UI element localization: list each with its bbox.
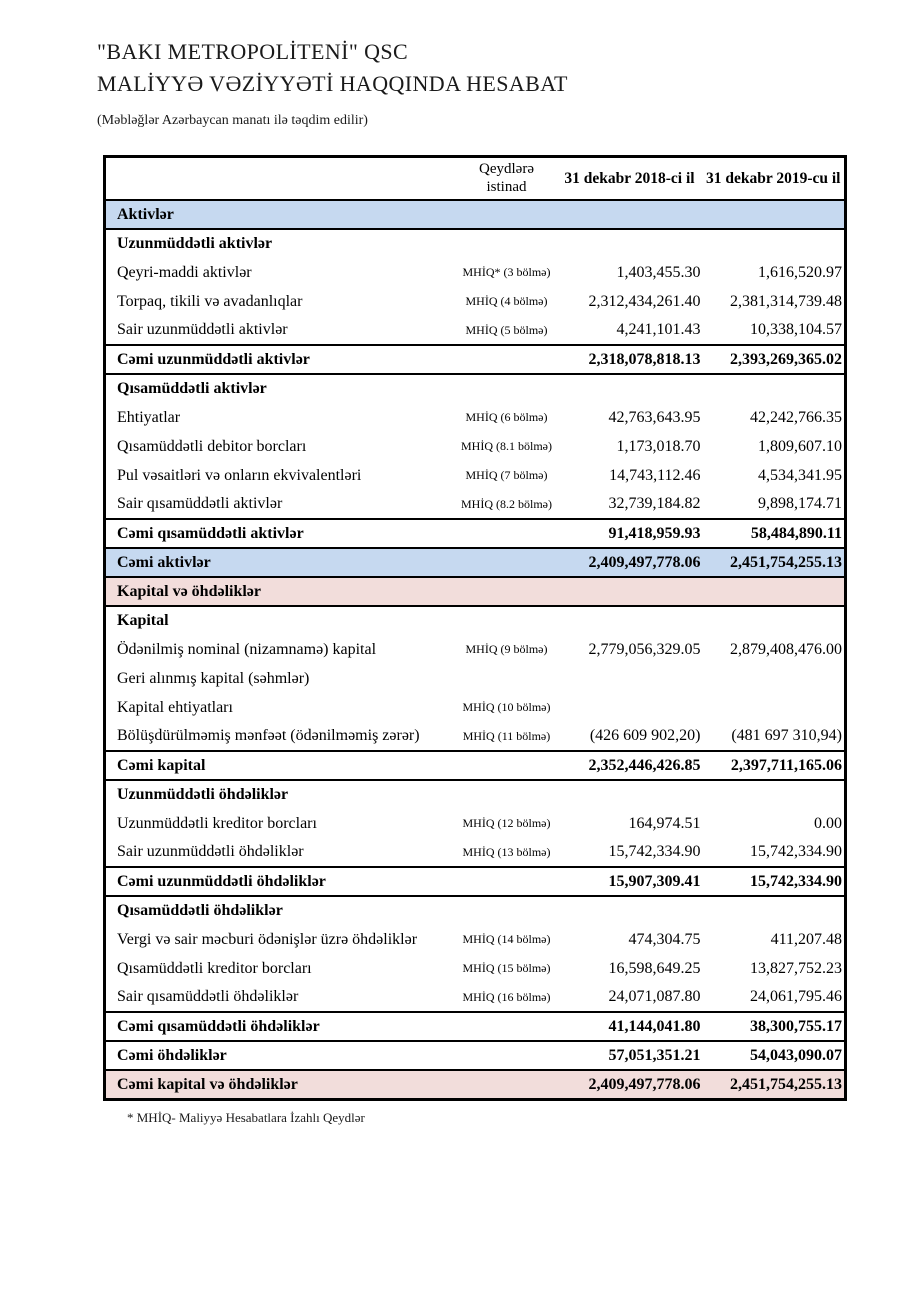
row-label: Cəmi kapital: [105, 751, 457, 780]
col-header-2019: 31 dekabr 2019-cu il: [703, 156, 846, 200]
report-title: MALİYYƏ VƏZİYYƏTİ HAQQINDA HESABAT: [97, 70, 568, 96]
table-row-item: [105, 838, 846, 867]
table-row-item: [105, 925, 846, 954]
row-value-2018: 164,974.51: [628, 814, 701, 832]
table-row-item: [105, 258, 846, 287]
table-row-subsection: [105, 374, 846, 403]
row-note: MHİQ (15 bölmə): [462, 961, 551, 976]
section-label: Kapital və öhdəliklər: [105, 577, 846, 606]
row-label: Geri alınmış kapital (səhmlər): [117, 669, 310, 687]
row-label: Qısamüddətli aktivlər: [117, 380, 267, 398]
row-value-2019: 2,451,754,255.13: [703, 548, 846, 577]
row-value-2018: 16,598,649.25: [608, 959, 701, 977]
row-label: Kapital: [117, 612, 169, 630]
table-row-item: [105, 635, 846, 664]
table-row-section: [105, 200, 846, 229]
row-label: Cəmi kapital və öhdəliklər: [105, 1070, 457, 1099]
row-value-2018: 2,312,434,261.40: [588, 292, 701, 310]
row-label: Bölüşdürülməmiş mənfəət (ödənilməmiş zərər): [117, 727, 420, 745]
row-value-2018: 2,779,056,329.05: [588, 640, 701, 658]
row-value-2018: 2,318,078,818.13: [557, 345, 703, 374]
row-note: MHİQ (16 bölmə): [462, 989, 551, 1004]
row-note: [457, 374, 557, 403]
row-value-2018: [557, 664, 703, 693]
table-row-section_total: [105, 1070, 846, 1099]
table-row-item: [105, 403, 846, 432]
table-row-item: [105, 954, 846, 983]
document-header: [0, 0, 920, 129]
table-row-subsection: [105, 896, 846, 925]
row-label: Cəmi qısamüddətli aktivlər: [105, 519, 457, 548]
table-row-total: [105, 1041, 846, 1070]
row-value-2018: [557, 229, 703, 258]
row-value-2018: (426 609 902,20): [589, 727, 701, 745]
row-label: Kapital ehtiyatları: [117, 698, 233, 716]
row-label: Sair uzunmüddətli öhdəliklər: [117, 843, 304, 861]
company-title: "BAKI METROPOLİTENİ" QSC: [97, 39, 409, 64]
row-label: Qısamüddətli debitor borcları: [117, 437, 307, 455]
balance-sheet-table: [103, 155, 847, 1101]
row-note: MHİQ (12 bölmə): [462, 816, 551, 831]
col-header-2018: 31 dekabr 2018-ci il: [557, 156, 703, 200]
row-label: Qısamüddətli kreditor borcları: [117, 959, 312, 977]
row-note: MHİQ (8.2 bölmə): [461, 496, 552, 511]
row-value-2019: 54,043,090.07: [703, 1041, 846, 1070]
row-label: Cəmi uzunmüddətli öhdəliklər: [105, 867, 457, 896]
row-note: [457, 1012, 557, 1041]
row-value-2019: 10,338,104.57: [750, 321, 842, 339]
row-note: MHİQ (8.1 bölmə): [461, 439, 552, 454]
row-value-2019: 411,207.48: [770, 930, 842, 948]
table-row-subsection: [105, 229, 846, 258]
row-label: Sair qısamüddətli aktivlər: [117, 495, 283, 513]
row-label: Qeyri-maddi aktivlər: [117, 263, 252, 281]
table-row-total: [105, 751, 846, 780]
table-row-item: [105, 490, 846, 519]
row-value-2019: [703, 374, 846, 403]
row-value-2018: 2,352,446,426.85: [557, 751, 703, 780]
row-value-2019: [703, 693, 846, 722]
row-value-2018: [557, 780, 703, 809]
table-row-subsection: [105, 780, 846, 809]
row-note: [457, 1041, 557, 1070]
row-value-2019: 2,393,269,365.02: [703, 345, 846, 374]
row-value-2019: [703, 780, 846, 809]
row-value-2019: 2,397,711,165.06: [703, 751, 846, 780]
balance-table-body: [105, 200, 846, 1099]
currency-note: (Məbləğlər Azərbaycan manatı ilə təqdim edilir): [97, 112, 368, 128]
row-label: Sair qısamüddətli öhdəliklər: [117, 988, 299, 1006]
table-row-item: [105, 316, 846, 345]
row-label: Cəmi öhdəliklər: [105, 1041, 457, 1070]
row-value-2018: 32,739,184.82: [608, 495, 701, 513]
row-value-2019: 0.00: [814, 814, 842, 832]
row-value-2018: 2,409,497,778.06: [557, 1070, 703, 1099]
col-header-notes: Qeydlərə istinad: [457, 156, 557, 200]
table-row-item: [105, 693, 846, 722]
row-value-2018: 2,409,497,778.06: [557, 548, 703, 577]
row-label: Ödənilmiş nominal (nizamnamə) kapital: [117, 640, 377, 658]
row-value-2018: 42,763,643.95: [608, 408, 701, 426]
row-note: MHİQ (10 bölmə): [462, 700, 551, 715]
row-label: Cəmi uzunmüddətli aktivlər: [105, 345, 457, 374]
row-note: [457, 345, 557, 374]
row-note: [457, 896, 557, 925]
row-value-2018: 14,743,112.46: [609, 466, 701, 484]
row-label: Pul vəsaitləri və onların ekvivalentləri: [117, 466, 362, 484]
row-value-2018: 15,742,334.90: [608, 843, 701, 861]
row-label: Sair uzunmüddətli aktivlər: [117, 321, 288, 339]
table-row-section: [105, 577, 846, 606]
row-value-2019: 42,242,766.35: [750, 408, 842, 426]
row-note: [457, 780, 557, 809]
row-value-2018: 474,304.75: [628, 930, 701, 948]
table-row-item: [105, 461, 846, 490]
table-row-subsection: [105, 606, 846, 635]
row-label: Torpaq, tikili və avadanlıqlar: [117, 292, 303, 310]
table-row-total: [105, 519, 846, 548]
row-note: MHİQ (5 bölmə): [465, 322, 548, 337]
row-label: Uzunmüddətli kreditor borcları: [117, 814, 317, 832]
row-note: MHİQ (13 bölmə): [462, 844, 551, 859]
row-value-2019: [703, 606, 846, 635]
row-value-2019: 15,742,334.90: [750, 843, 842, 861]
table-row-total: [105, 1012, 846, 1041]
row-label: Qısamüddətli öhdəliklər: [117, 902, 283, 920]
row-value-2019: 15,742,334.90: [703, 867, 846, 896]
row-note: MHİQ* (3 bölmə): [462, 265, 551, 280]
row-value-2018: [557, 606, 703, 635]
row-value-2019: 24,061,795.46: [750, 988, 842, 1006]
row-value-2019: [703, 896, 846, 925]
row-value-2018: 15,907,309.41: [557, 867, 703, 896]
row-note: [457, 606, 557, 635]
table-row-item: [105, 664, 846, 693]
row-value-2019: 2,451,754,255.13: [703, 1070, 846, 1099]
row-label: Uzunmüddətli aktivlər: [117, 235, 273, 253]
table-row-item: [105, 983, 846, 1012]
row-label: Ehtiyatlar: [117, 408, 181, 426]
row-value-2019: (481 697 310,94): [731, 727, 842, 745]
row-value-2018: 1,173,018.70: [616, 437, 701, 455]
row-note: [457, 751, 557, 780]
row-note: [457, 548, 557, 577]
table-row-item: [105, 287, 846, 316]
row-label: Cəmi qısamüddətli öhdəliklər: [105, 1012, 457, 1041]
row-value-2019: 9,898,174.71: [758, 495, 842, 513]
table-row-item: [105, 432, 846, 461]
row-note: MHİQ (4 bölmə): [465, 294, 548, 309]
row-note: [457, 229, 557, 258]
table-row-section_total: [105, 548, 846, 577]
row-note: MHİQ (7 bölmə): [465, 468, 548, 483]
row-value-2018: 41,144,041.80: [557, 1012, 703, 1041]
row-label: Uzunmüddətli öhdəliklər: [117, 786, 289, 804]
row-value-2019: 38,300,755.17: [703, 1012, 846, 1041]
row-note: MHİQ (11 bölmə): [462, 728, 551, 743]
row-note: MHİQ (14 bölmə): [462, 932, 551, 947]
row-note: [457, 1070, 557, 1099]
row-value-2019: [703, 229, 846, 258]
row-note: [457, 519, 557, 548]
table-row-total: [105, 867, 846, 896]
row-note: MHİQ (6 bölmə): [465, 410, 548, 425]
row-value-2019: 4,534,341.95: [758, 466, 842, 484]
row-value-2019: 1,616,520.97: [758, 263, 842, 281]
col-header-items: [105, 156, 457, 200]
table-row-total: [105, 345, 846, 374]
row-value-2019: 58,484,890.11: [703, 519, 846, 548]
row-note: [457, 867, 557, 896]
row-value-2019: [703, 664, 846, 693]
row-value-2018: 4,241,101.43: [616, 321, 701, 339]
row-value-2018: 57,051,351.21: [557, 1041, 703, 1070]
table-header-row: [105, 156, 846, 200]
row-label: Cəmi aktivlər: [105, 548, 457, 577]
row-value-2019: 1,809,607.10: [758, 437, 842, 455]
row-value-2019: 13,827,752.23: [750, 959, 842, 977]
table-row-item: [105, 809, 846, 838]
row-note: [457, 664, 557, 693]
row-value-2018: [557, 896, 703, 925]
row-label: Vergi və sair məcburi ödənişlər üzrə öhdəliklər: [117, 930, 418, 948]
row-value-2018: [557, 693, 703, 722]
table-row-item: [105, 722, 846, 751]
row-value-2018: 91,418,959.93: [557, 519, 703, 548]
footnote: * MHİQ- Maliyyə Hesabatlara İzahlı Qeydlər: [127, 1109, 365, 1125]
row-value-2018: [557, 374, 703, 403]
row-note: MHİQ (9 bölmə): [465, 642, 548, 657]
row-value-2019: 2,879,408,476.00: [730, 640, 842, 658]
row-value-2018: 1,403,455.30: [616, 263, 701, 281]
row-value-2019: 2,381,314,739.48: [730, 292, 842, 310]
section-label: Aktivlər: [105, 200, 846, 229]
row-value-2018: 24,071,087.80: [608, 988, 701, 1006]
